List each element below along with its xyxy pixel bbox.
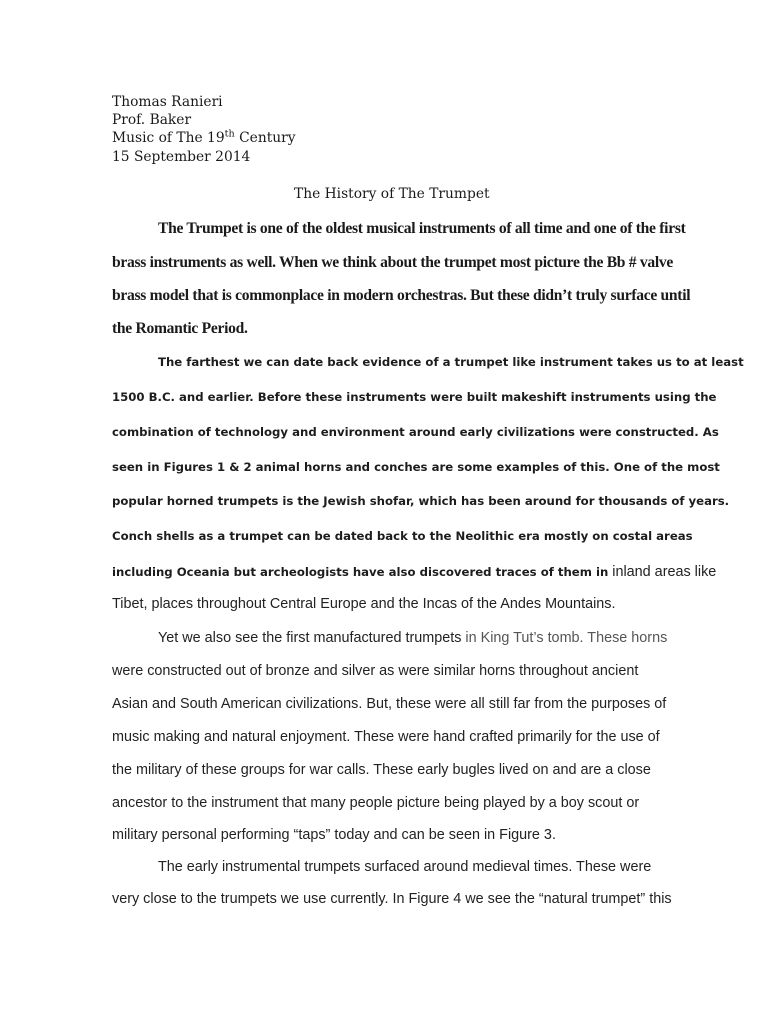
author-name: Thomas Ranieri xyxy=(112,94,223,110)
paragraph-2-line-5: popular horned trumpets is the Jewish shofar, which has been around for thousands of years. xyxy=(112,494,730,508)
paragraph-1-line-1: The Trumpet is one of the oldest musical instruments of all time and one of the first xyxy=(158,220,686,237)
paragraph-3-line-1-part-a: Yet we also see the first manufactured trumpets xyxy=(158,630,462,646)
course-name-suffix: Century xyxy=(234,130,296,146)
page-title: The History of The Trumpet xyxy=(294,186,490,202)
paragraph-2-line-2: 1500 B.C. and earlier. Before these instruments were built makeshift instruments using the xyxy=(112,390,717,404)
paragraph-3-line-2: were constructed out of bronze and silver as were similar horns throughout ancient xyxy=(112,663,639,679)
professor-name: Prof. Baker xyxy=(112,112,192,128)
paragraph-2-line-6: Conch shells as a trumpet can be dated back to the Neolithic era mostly on costal areas xyxy=(112,529,693,543)
course-name-prefix: Music of The 19 xyxy=(112,130,225,146)
paragraph-3-line-7: military personal performing “taps” today and can be seen in Figure 3. xyxy=(112,827,556,843)
paragraph-4-line-2: very close to the trumpets we use currently. In Figure 4 we see the “natural trumpet” this xyxy=(112,891,672,907)
course-name-sup: th xyxy=(224,128,235,140)
paragraph-2-line-4: seen in Figures 1 & 2 animal horns and conches are some examples of this. One of the most xyxy=(112,460,720,474)
paragraph-2-line-3: combination of technology and environment around early civilizations were constructed. As xyxy=(112,425,719,439)
course-name xyxy=(112,130,296,146)
paragraph-3-line-1-part-b: in King Tut’s tomb. These horns xyxy=(461,630,668,646)
paragraph-1-line-2: brass instruments as well. When we think about the trumpet most picture the Bb # valve xyxy=(112,254,674,271)
paragraph-4-line-1: The early instrumental trumpets surfaced around medieval times. These were xyxy=(158,859,652,875)
paragraph-1-line-3: brass model that is commonplace in modern orchestras. But these didn’t truly surface until xyxy=(112,287,691,304)
paragraph-2-line-7-part-a: including Oceania but archeologists have also discovered traces of them in xyxy=(112,565,609,579)
paragraph-1-line-4: the Romantic Period. xyxy=(112,320,248,337)
paragraph-3-line-3: Asian and South American civilizations. But, these were all still far from the purposes of xyxy=(112,696,667,712)
paragraph-3-line-6: ancestor to the instrument that many people picture being played by a boy scout or xyxy=(112,795,640,811)
paragraph-2-line-1: The farthest we can date back evidence of a trumpet like instrument takes us to at least xyxy=(158,355,744,369)
paragraph-3-line-1 xyxy=(158,630,667,646)
paragraph-2-line-7 xyxy=(112,563,716,581)
paragraph-2-line-7-part-b: inland areas like xyxy=(608,564,717,580)
paragraph-3-line-4: music making and natural enjoyment. These were hand crafted primarily for the use of xyxy=(112,729,660,745)
date: 15 September 2014 xyxy=(112,149,251,165)
paragraph-2-line-8: Tibet, places throughout Central Europe and the Incas of the Andes Mountains. xyxy=(112,596,616,612)
paragraph-3-line-5: the military of these groups for war calls. These early bugles lived on and are a close xyxy=(112,762,651,778)
